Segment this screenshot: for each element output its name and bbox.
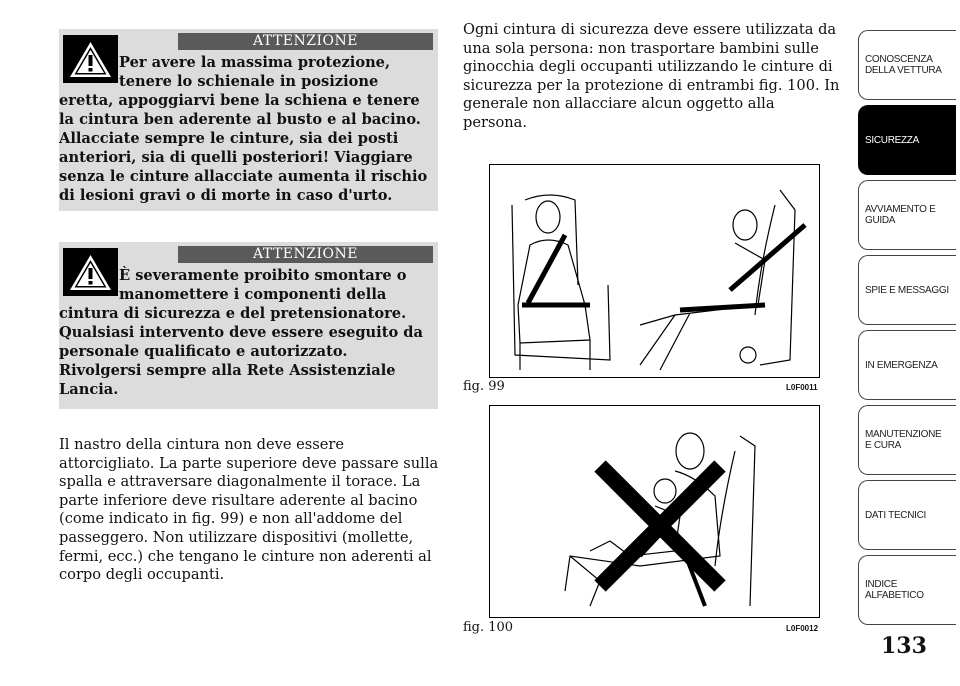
warning-text	[59, 53, 432, 205]
tab-manutenzione-e-cura[interactable]: MANUTENZIONE E CURA	[858, 405, 956, 475]
figure-99-illustration	[489, 164, 820, 378]
warning-text-lead: Per avere la massima protezione, tenere lo schienale in posizione	[119, 54, 391, 90]
warning-header: ATTENZIONE	[178, 33, 433, 50]
figure-100-illustration	[489, 405, 820, 618]
tab-spie-e-messaggi[interactable]: SPIE E MESSAGGI	[858, 255, 956, 325]
warning-text	[59, 266, 432, 399]
warning-text-lead: È severamente proibito smontare o manomettere i componenti della	[119, 267, 407, 303]
figure-100-label: fig. 100	[463, 620, 514, 635]
right-paragraph: Ogni cintura di sicurezza deve essere utilizzata da una sola persona: non trasportare bambini sulle ginocchia degli occupanti utilizzando le cinture di sicurezza per la protezione di entrambi fig. 100. In generale non allacciare alcun oggetto alla persona.	[463, 21, 840, 131]
tab-indice-alfabetico[interactable]: INDICE ALFABETICO	[858, 555, 956, 625]
warning-text-body: cintura di sicurezza e del pretensionatore. Qualsiasi intervento deve essere eseguito da personale qualificato e autorizzato. Rivolgersi sempre alla Rete Assistenziale Lancia.	[59, 305, 423, 398]
figure-99-label: fig. 99	[463, 379, 505, 394]
tab-in-emergenza[interactable]: IN EMERGENZA	[858, 330, 956, 400]
tab-avviamento-e-guida[interactable]: AVVIAMENTO E GUIDA	[858, 180, 956, 250]
left-paragraph: Il nastro della cintura non deve essere attorcigliato. La parte superiore deve passare sulla spalla e attraversare diagonalmente il torace. La parte inferiore deve risultare aderente al bacino (come indicato in fig. 99) e non all'addome del passeggero. Non utilizzare dispositivi (mollette, fermi, ecc.) che tengano le cinture non aderenti al corpo degli occupanti.	[59, 436, 439, 584]
warning-box-2	[59, 242, 438, 409]
warning-text-body: eretta, appoggiarvi bene la schiena e tenere la cintura ben aderente al busto e al bacino. Allacciate sempre le cinture, sia dei posti anteriori, sia di quelli posteriori! Viaggiare senza le cinture allacciate aumenta il rischio di lesioni gravi o di morte in caso d'urto.	[59, 92, 428, 204]
tab-conoscenza-della-vettura[interactable]: CONOSCENZA DELLA VETTURA	[858, 30, 956, 100]
warning-box-1	[59, 29, 438, 211]
figure-100-code: L0F0012	[786, 624, 819, 633]
tab-dati-tecnici[interactable]: DATI TECNICI	[858, 480, 956, 550]
figure-99-code: L0F0011	[786, 383, 818, 392]
tab-sicurezza[interactable]: SICUREZZA	[858, 105, 956, 175]
page-number: 133	[881, 633, 927, 659]
warning-header: ATTENZIONE	[178, 246, 433, 263]
